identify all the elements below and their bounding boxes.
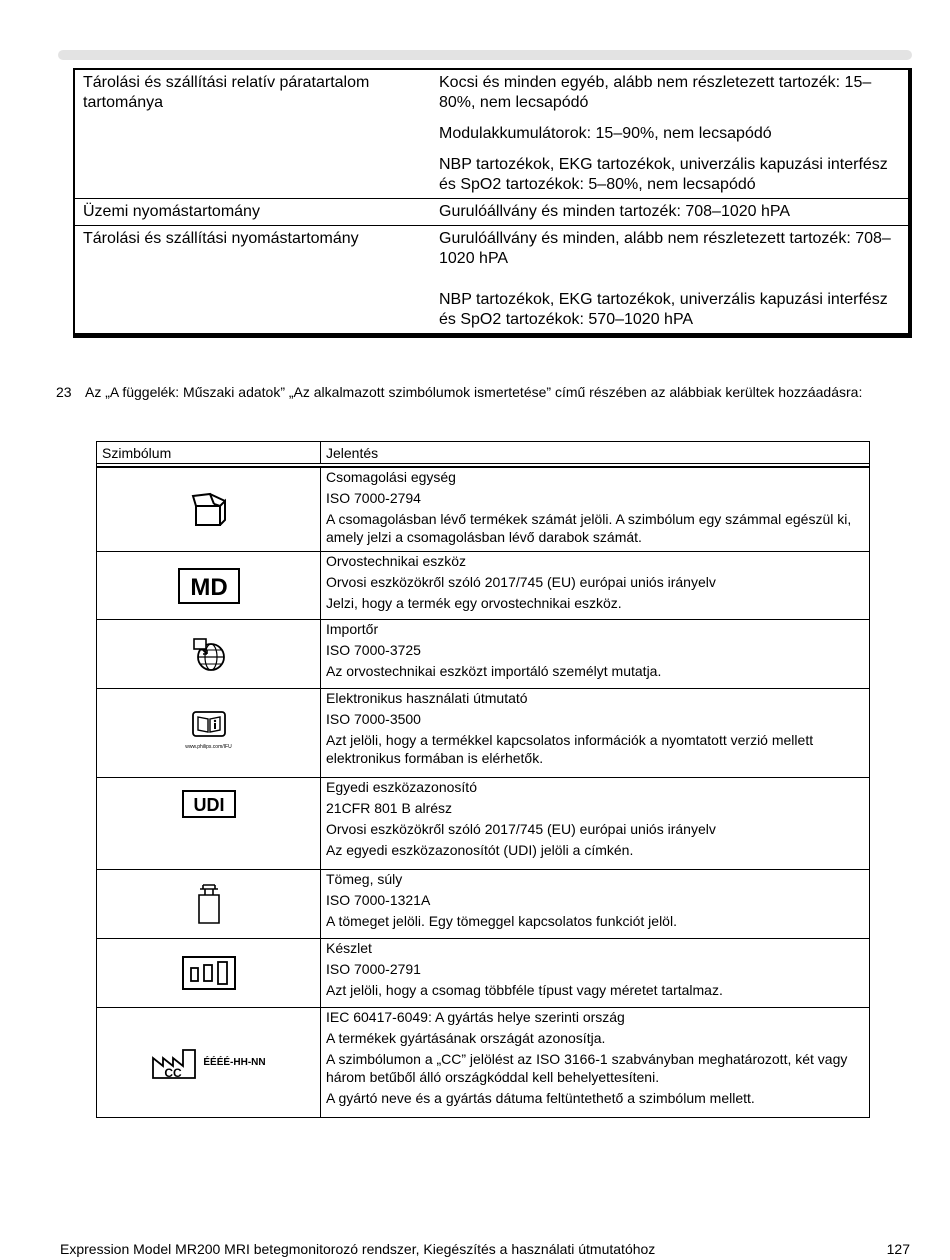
meaning-line: Orvostechnikai eszköz xyxy=(326,553,467,569)
meaning-cell xyxy=(321,778,869,869)
symbol-cell xyxy=(97,552,321,619)
eifu-caption: www.philips.com/IFU xyxy=(185,744,232,750)
meaning-line: A termékek gyártásának országát azonosítja. xyxy=(326,1030,606,1046)
eifu-icon xyxy=(191,710,227,738)
importer-icon xyxy=(191,636,227,672)
udi-icon-text: UDI xyxy=(193,795,224,815)
meaning-line: Tömeg, súly xyxy=(326,871,403,887)
meaning-line: A csomagolásban lévő termékek számát jelöli. A szimbólum egy számmal egészül ki, amely jelzi a csomagolásban lévő darabok számát. xyxy=(326,511,852,545)
symbol-table-header xyxy=(97,442,869,467)
meaning-line: Azt jelöli, hogy a termékkel kapcsolatos információk a nyomtatott verzió mellett elektronikus formában is elérhetők. xyxy=(326,732,814,766)
meaning-line: Egyedi eszközazonosító xyxy=(326,779,477,795)
table-row xyxy=(97,619,869,688)
meaning-line: A szimbólumon a „CC” jelölést az ISO 3166-1 szabványban meghatározott, két vagy három betűből álló országkóddal kell behelyettesíteni. xyxy=(326,1051,848,1085)
symbol-cell xyxy=(97,870,321,938)
meaning-line: A gyártó neve és a gyártás dátuma feltüntethető a szimbólum mellett. xyxy=(326,1090,755,1106)
meaning-line: Orvosi eszközökről szóló 2017/745 (EU) európai uniós irányelv xyxy=(326,821,716,837)
header-meaning: Jelentés xyxy=(326,445,379,461)
meaning-cell xyxy=(321,1008,869,1117)
spec-value: Gurulóállvány és minden tartozék: 708–1020 hPA xyxy=(439,203,791,220)
meaning-line: Az orvostechnikai eszközt importáló személyt mutatja. xyxy=(326,663,662,679)
symbol-cell xyxy=(97,939,321,1007)
country-of-manufacture-symbol xyxy=(151,1046,265,1080)
spec-values xyxy=(431,199,908,225)
date-format-caption: ÉÉÉÉ-HH-NN xyxy=(203,1056,266,1068)
table-row xyxy=(97,467,869,551)
md-icon xyxy=(178,568,240,604)
meaning-line: IEC 60417-6049: A gyártás helye szerinti ország xyxy=(326,1009,625,1025)
table-row xyxy=(97,938,869,1007)
meaning-line: ISO 7000-2794 xyxy=(326,490,421,506)
spec-value: Kocsi és minden egyéb, alább nem részletezett tartozék: 15–80%, nem lecsapódó xyxy=(439,74,872,111)
meaning-line: Csomagolási egység xyxy=(326,469,456,485)
spec-row xyxy=(75,70,908,198)
spec-values xyxy=(431,70,908,198)
spec-label: Tárolási és szállítási nyomástartomány xyxy=(83,230,359,247)
meaning-line: Orvosi eszközökről szóló 2017/745 (EU) európai uniós irányelv xyxy=(326,574,716,590)
meaning-cell xyxy=(321,689,869,777)
kit-icon xyxy=(182,956,236,990)
meaning-cell xyxy=(321,939,869,1007)
udi-icon xyxy=(182,790,236,818)
meaning-line: Elektronikus használati útmutató xyxy=(326,690,528,706)
meaning-line: ISO 7000-2791 xyxy=(326,961,421,977)
meaning-cell xyxy=(321,468,869,551)
top-divider-bar xyxy=(58,50,912,60)
symbol-cell xyxy=(97,468,321,551)
header-symbol: Szimbólum xyxy=(97,442,321,463)
spec-values xyxy=(431,226,908,333)
table-row xyxy=(97,688,869,777)
spec-value: Modulakkumulátorok: 15–90%, nem lecsapódó xyxy=(439,125,772,142)
meaning-line: Azt jelöli, hogy a csomag többféle típust vagy méretet tartalmaz. xyxy=(326,982,723,998)
md-icon-text: MD xyxy=(189,573,228,601)
meaning-cell xyxy=(321,552,869,619)
note-paragraph xyxy=(56,383,906,401)
symbol-cell xyxy=(97,689,321,777)
meaning-line: Jelzi, hogy a termék egy orvostechnikai eszköz. xyxy=(326,595,622,611)
page-footer xyxy=(60,1240,910,1258)
spec-table xyxy=(73,68,912,338)
table-row xyxy=(97,551,869,619)
footer-title: Expression Model MR200 MRI betegmonitorozó rendszer, Kiegészítés a használati útmutatóhoz xyxy=(60,1241,656,1257)
spec-value: Gurulóállvány és minden, alább nem részletezett tartozék: 708–1020 hPA xyxy=(439,230,891,267)
package-unit-icon xyxy=(190,492,228,528)
country-of-manufacture-icon xyxy=(151,1046,199,1080)
spec-value: NBP tartozékok, EKG tartozékok, univerzális kapuzási interfész és SpO2 tartozékok: 570–1020 hPA xyxy=(439,291,888,328)
symbol-cell xyxy=(97,1008,321,1117)
note-text: Az „A függelék: Műszaki adatok” „Az alkalmazott szimbólumok ismertetése” című részében az alábbiak kerültek hozzáadásra: xyxy=(85,384,863,400)
symbol-cell xyxy=(97,620,321,688)
meaning-line: ISO 7000-3500 xyxy=(326,711,421,727)
mass-icon xyxy=(195,883,223,925)
meaning-line: 21CFR 801 B alrész xyxy=(326,800,453,816)
spec-value: NBP tartozékok, EKG tartozékok, univerzális kapuzási interfész és SpO2 tartozékok: 5–80%, nem lecsapódó xyxy=(439,156,888,193)
spec-label: Tárolási és szállítási relatív páratartalom tartománya xyxy=(83,74,370,111)
spec-row xyxy=(75,198,908,225)
meaning-cell xyxy=(321,870,869,938)
meaning-line: Az egyedi eszközazonosítót (UDI) jelöli a címkén. xyxy=(326,842,634,858)
spec-row xyxy=(75,225,908,333)
meaning-line: Importőr xyxy=(326,621,379,637)
meaning-cell xyxy=(321,620,869,688)
meaning-line: A tömeget jelöli. Egy tömeggel kapcsolatos funkciót jelöl. xyxy=(326,913,677,929)
spec-label: Üzemi nyomástartomány xyxy=(83,203,260,220)
symbol-table xyxy=(96,441,870,1118)
note-number: 23 xyxy=(56,384,72,400)
page-number: 127 xyxy=(886,1241,910,1257)
meaning-line: ISO 7000-3725 xyxy=(326,642,421,658)
meaning-line: ISO 7000-1321A xyxy=(326,892,431,908)
table-row xyxy=(97,869,869,938)
meaning-line: Készlet xyxy=(326,940,372,956)
cc-icon-text: CC xyxy=(164,1065,183,1080)
symbol-cell xyxy=(97,778,321,869)
table-row xyxy=(97,777,869,869)
table-row xyxy=(97,1007,869,1117)
